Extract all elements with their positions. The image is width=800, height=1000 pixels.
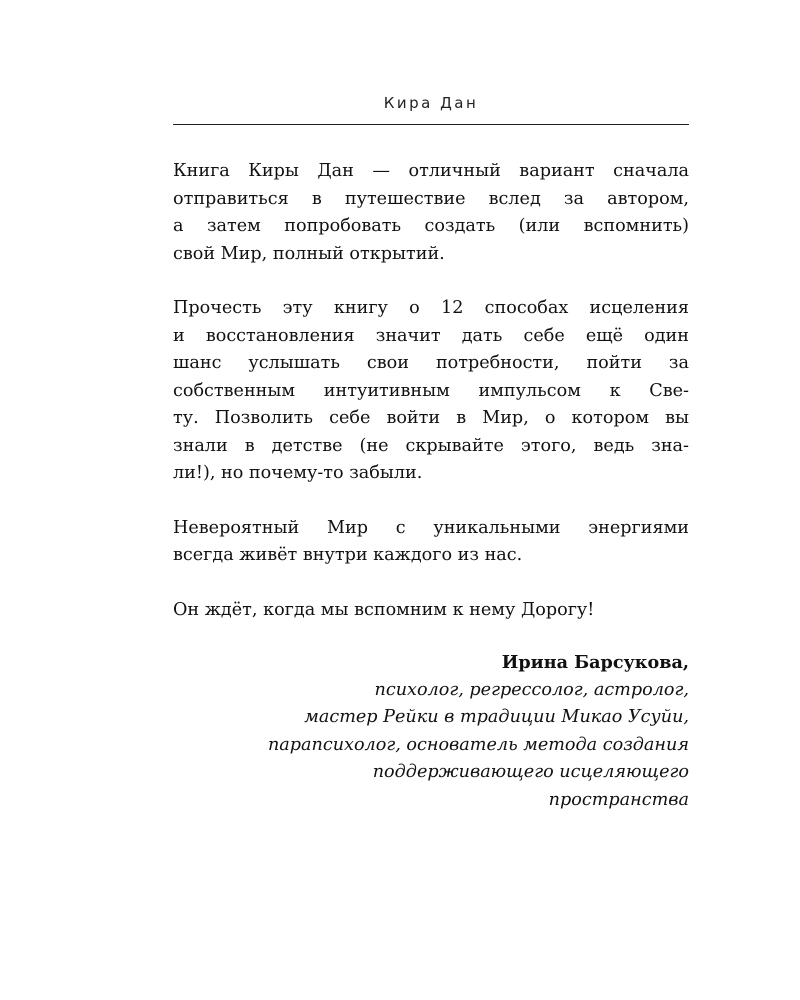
text-line: Невероятный Мир с уникальными энергиями: [173, 517, 689, 538]
page-body: [173, 158, 689, 814]
paragraph-2: [173, 295, 689, 488]
signature-name: Ирина Барсукова,: [501, 652, 689, 673]
signature-role-line: поддерживающего исцеляющего: [372, 762, 689, 782]
text-line: отправиться в путешествие вслед за автором,: [173, 188, 689, 209]
text-line: а затем попробовать создать (или вспомнить): [173, 216, 689, 236]
signature-block: [173, 649, 689, 814]
text-line: шанс услышать свои потребности, пойти за: [173, 353, 689, 373]
paragraph-4: [173, 597, 689, 625]
paragraph-1: [173, 158, 689, 268]
text-line: знали в детстве (не скрывайте этого, ведь зна-: [173, 435, 689, 456]
text-line: собственным интуитивным импульсом к Све-: [173, 380, 689, 401]
paragraph-3: [173, 515, 689, 570]
text-line: и восстановления значит дать себе ещё один: [173, 325, 689, 346]
text-line: свой Мир, полный открытий.: [173, 243, 445, 264]
text-line: Прочесть эту книгу о 12 способах исцеления: [173, 298, 689, 318]
header-divider: [173, 124, 689, 125]
text-line: всегда живёт внутри каждого из нас.: [173, 545, 523, 565]
signature-role-line: пространства: [548, 789, 689, 810]
text-line: Книга Киры Дан — отличный вариант сначала: [173, 161, 689, 181]
text-line: Он ждёт, когда мы вспомним к нему Дорогу!: [173, 599, 595, 620]
text-line: ли!), но почему-то забыли.: [173, 463, 423, 483]
running-header: Кира Дан: [383, 94, 479, 112]
signature-role-line: мастер Рейки в традиции Микао Усуйи,: [304, 707, 689, 727]
signature-role-line: психолог, регрессолог, астролог,: [374, 679, 689, 700]
text-line: ту. Позволить себе войти в Мир, о котором вы: [173, 408, 689, 428]
signature-role-line: парапсихолог, основатель метода создания: [267, 734, 689, 755]
